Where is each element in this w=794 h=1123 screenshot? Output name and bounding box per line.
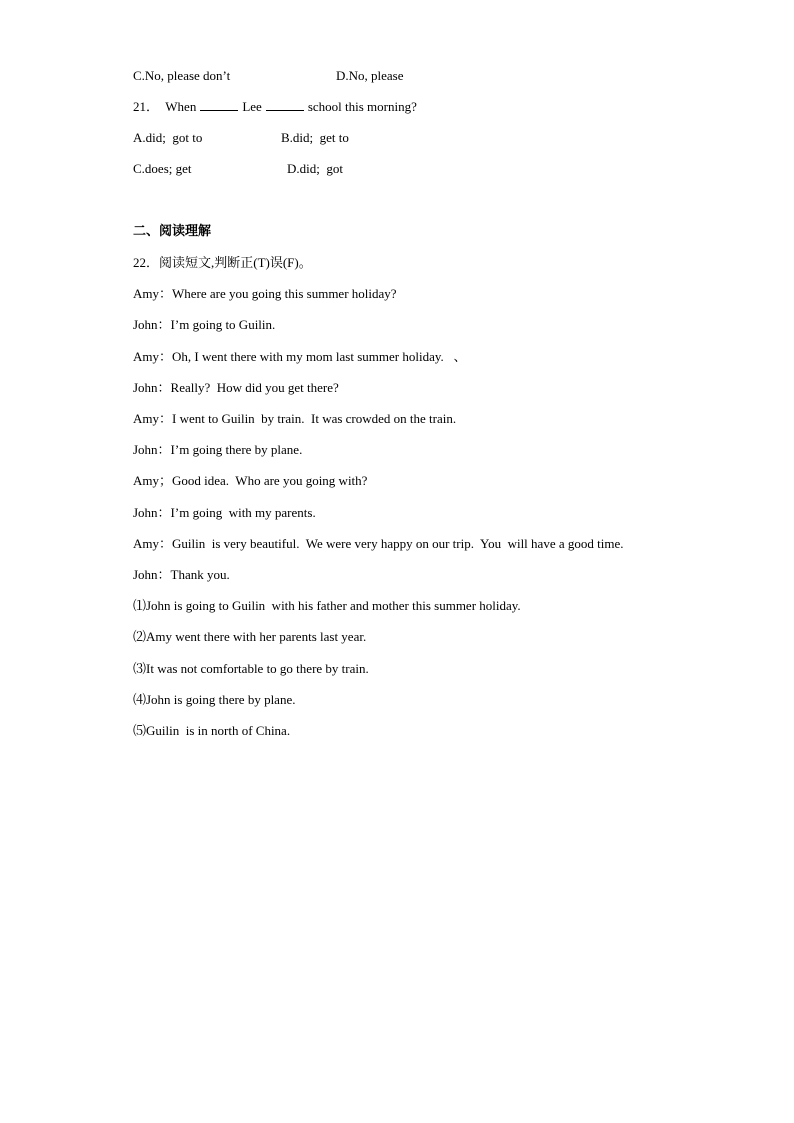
dialogue-line: John：Really? How did you get there?: [133, 380, 339, 395]
q21-text-part2: Lee: [242, 99, 262, 114]
q21-blank-2: [266, 99, 304, 111]
section-title-reading: 二、阅读理解: [133, 224, 212, 239]
dialogue-line: John：I’m going there by plane.: [133, 442, 303, 457]
dialogue-line: Amy：Oh, I went there with my mom last summer holiday. 、: [133, 349, 467, 364]
statement-item: ⑸Guilin is in north of China.: [133, 723, 291, 738]
q22-instruction: 22．阅读短文,判断正(T)误(F)。: [133, 255, 312, 270]
dialogue-line: Amy：Where are you going this summer holiday?: [133, 286, 397, 301]
statement-item: ⑴John is going to Guilin with his father and mother this summer holiday.: [133, 598, 521, 613]
q21-option-d: D.did; got: [287, 161, 343, 176]
q20-option-c: C.No, please don’t: [133, 68, 231, 83]
q21-option-b: B.did; get to: [281, 130, 349, 145]
dialogue-line: John：I’m going to Guilin.: [133, 317, 276, 332]
q21-option-c: C.does; get: [133, 161, 192, 176]
q20-option-d: D.No, please: [336, 68, 404, 83]
q21-text-part3: school this morning?: [307, 99, 417, 114]
dialogue-line: Amy；Good idea. Who are you going with?: [133, 473, 368, 488]
q21-number: 21．: [133, 99, 160, 114]
q21-text-part1: When: [165, 99, 197, 114]
statement-item: ⑶It was not comfortable to go there by train.: [133, 661, 369, 676]
q21-question: [133, 99, 417, 115]
dialogue-line: John：I’m going with my parents.: [133, 505, 316, 520]
statement-item: ⑷John is going there by plane.: [133, 692, 296, 707]
dialogue-line: John：Thank you.: [133, 567, 230, 582]
q21-option-a: A.did; got to: [133, 130, 203, 145]
statement-item: ⑵Amy went there with her parents last year.: [133, 629, 367, 644]
dialogue-line: Amy：Guilin is very beautiful. We were very happy on our trip. You will have a good time.: [133, 536, 624, 551]
q21-blank-1: [200, 99, 238, 111]
dialogue-line: Amy：I went to Guilin by train. It was crowded on the train.: [133, 411, 457, 426]
